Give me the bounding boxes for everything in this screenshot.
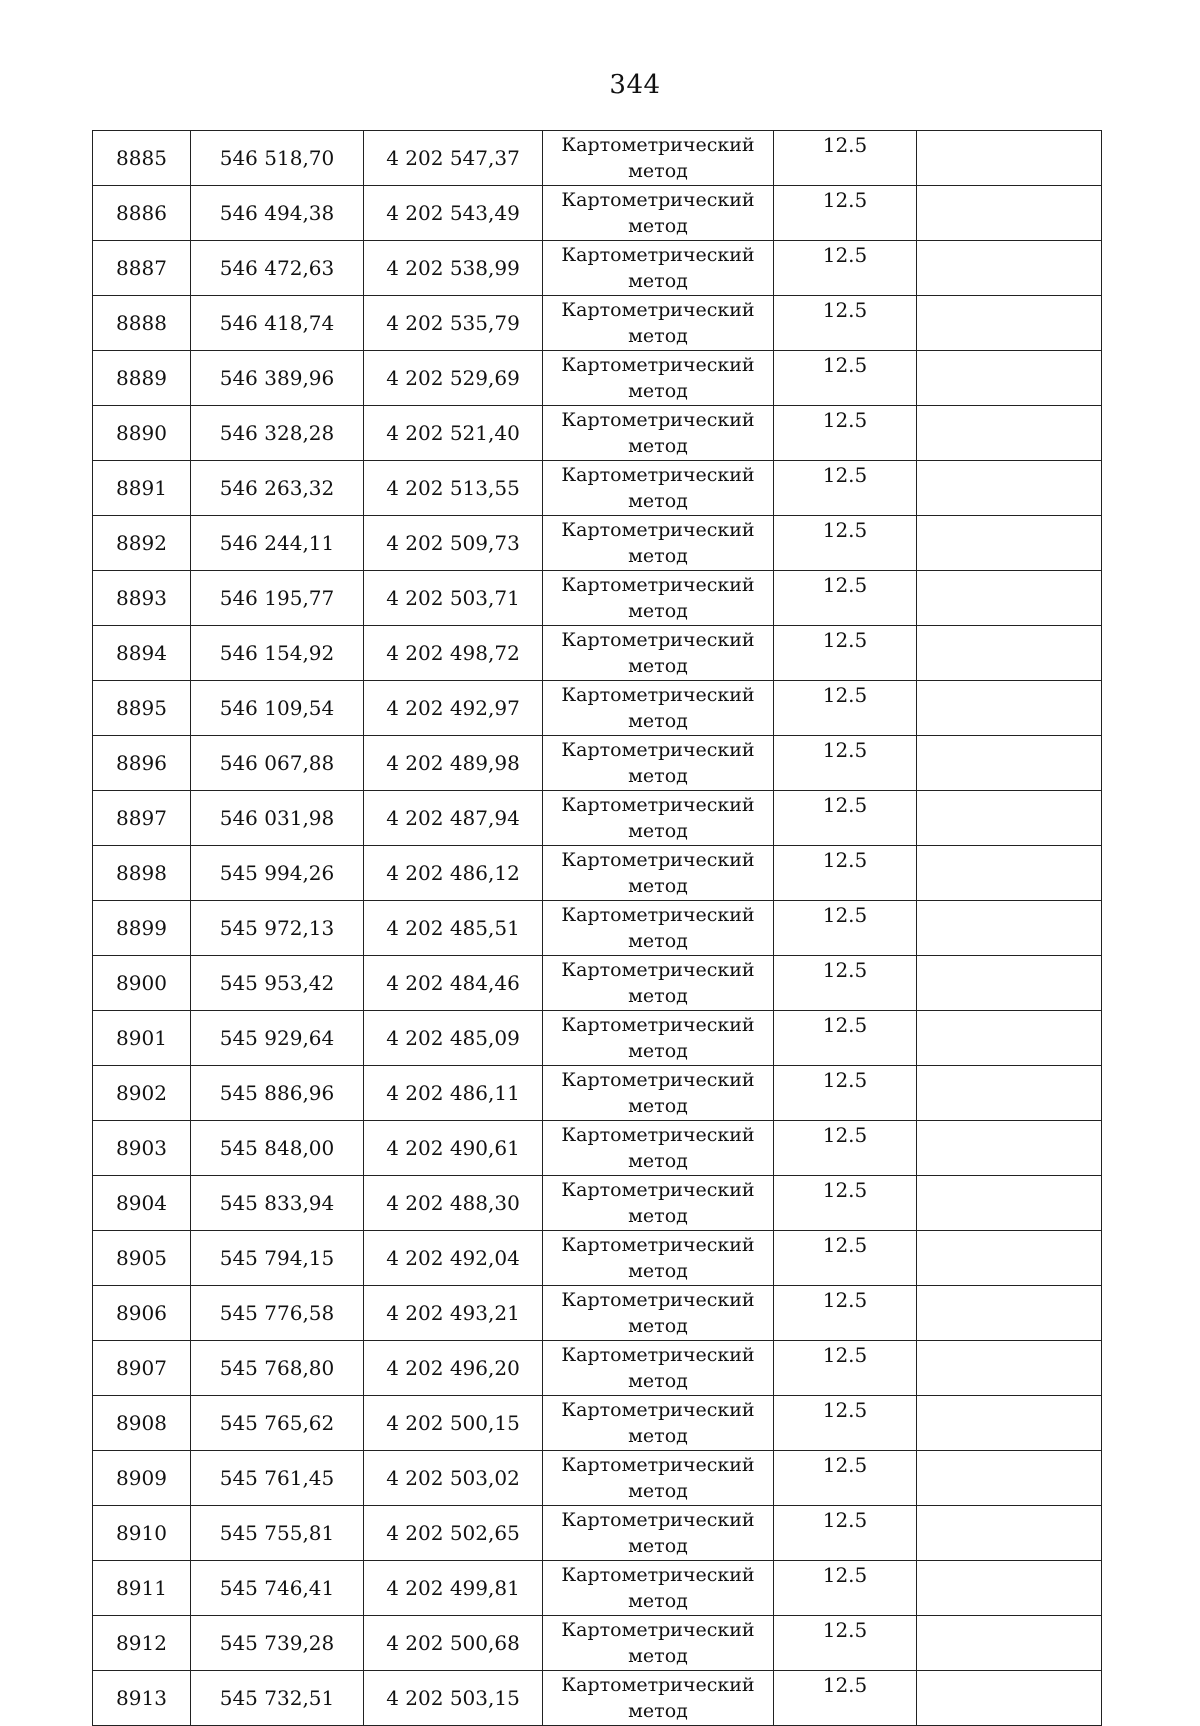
method-cell (543, 296, 774, 351)
accuracy-cell: 12.5 (774, 1066, 917, 1121)
note-cell (917, 1011, 1102, 1066)
note-cell (917, 1286, 1102, 1341)
table-row (93, 1396, 1102, 1451)
y-coordinate-cell: 4 202 547,37 (364, 131, 543, 186)
y-coordinate-cell: 4 202 503,15 (364, 1671, 543, 1726)
accuracy-cell: 12.5 (774, 1616, 917, 1671)
y-coordinate-cell: 4 202 492,04 (364, 1231, 543, 1286)
table-row (93, 1341, 1102, 1396)
accuracy-cell: 12.5 (774, 626, 917, 681)
note-cell (917, 1506, 1102, 1561)
x-coordinate-cell: 545 776,58 (191, 1286, 364, 1341)
note-cell (917, 1396, 1102, 1451)
method-cell (543, 1561, 774, 1616)
method-line-2: метод (628, 1095, 688, 1117)
method-line-2: метод (628, 1150, 688, 1172)
method-line-2: метод (628, 765, 688, 787)
table-row (93, 791, 1102, 846)
page-number: 344 (609, 70, 661, 100)
y-coordinate-cell: 4 202 490,61 (364, 1121, 543, 1176)
method-line-1: Картометрический (561, 1069, 755, 1091)
accuracy-cell: 12.5 (774, 186, 917, 241)
x-coordinate-cell: 545 746,41 (191, 1561, 364, 1616)
point-number-cell: 8905 (93, 1231, 191, 1286)
y-coordinate-cell: 4 202 485,09 (364, 1011, 543, 1066)
accuracy-cell: 12.5 (774, 1286, 917, 1341)
y-coordinate-cell: 4 202 538,99 (364, 241, 543, 296)
x-coordinate-cell: 545 768,80 (191, 1341, 364, 1396)
method-line-2: метод (628, 490, 688, 512)
note-cell (917, 131, 1102, 186)
note-cell (917, 956, 1102, 1011)
note-cell (917, 1176, 1102, 1231)
method-line-1: Картометрический (561, 1674, 755, 1696)
table-row (93, 461, 1102, 516)
method-line-2: метод (628, 270, 688, 292)
method-cell (543, 1011, 774, 1066)
table-row (93, 736, 1102, 791)
table-row (93, 571, 1102, 626)
y-coordinate-cell: 4 202 493,21 (364, 1286, 543, 1341)
point-number-cell: 8903 (93, 1121, 191, 1176)
method-cell (543, 1451, 774, 1506)
method-cell (543, 956, 774, 1011)
method-line-2: метод (628, 380, 688, 402)
table-row (93, 1176, 1102, 1231)
y-coordinate-cell: 4 202 499,81 (364, 1561, 543, 1616)
method-line-1: Картометрический (561, 629, 755, 651)
method-cell (543, 681, 774, 736)
point-number-cell: 8910 (93, 1506, 191, 1561)
method-cell (543, 131, 774, 186)
table-row (93, 1231, 1102, 1286)
coordinates-table (92, 130, 1102, 1726)
accuracy-cell: 12.5 (774, 131, 917, 186)
point-number-cell: 8907 (93, 1341, 191, 1396)
note-cell (917, 846, 1102, 901)
method-line-2: метод (628, 1700, 688, 1722)
table-row (93, 1561, 1102, 1616)
method-line-2: метод (628, 1370, 688, 1392)
method-line-1: Картометрический (561, 1454, 755, 1476)
x-coordinate-cell: 545 953,42 (191, 956, 364, 1011)
method-cell (543, 1396, 774, 1451)
y-coordinate-cell: 4 202 521,40 (364, 406, 543, 461)
y-coordinate-cell: 4 202 486,12 (364, 846, 543, 901)
x-coordinate-cell: 545 886,96 (191, 1066, 364, 1121)
method-line-1: Картометрический (561, 409, 755, 431)
y-coordinate-cell: 4 202 488,30 (364, 1176, 543, 1231)
method-cell (543, 1231, 774, 1286)
accuracy-cell: 12.5 (774, 681, 917, 736)
point-number-cell: 8895 (93, 681, 191, 736)
y-coordinate-cell: 4 202 486,11 (364, 1066, 543, 1121)
point-number-cell: 8909 (93, 1451, 191, 1506)
y-coordinate-cell: 4 202 543,49 (364, 186, 543, 241)
method-line-1: Картометрический (561, 1014, 755, 1036)
method-line-2: метод (628, 160, 688, 182)
x-coordinate-cell: 545 761,45 (191, 1451, 364, 1506)
x-coordinate-cell: 546 263,32 (191, 461, 364, 516)
method-line-1: Картометрический (561, 464, 755, 486)
point-number-cell: 8894 (93, 626, 191, 681)
note-cell (917, 1616, 1102, 1671)
method-line-2: метод (628, 1535, 688, 1557)
note-cell (917, 351, 1102, 406)
note-cell (917, 1066, 1102, 1121)
table-row (93, 1506, 1102, 1561)
accuracy-cell: 12.5 (774, 351, 917, 406)
x-coordinate-cell: 546 109,54 (191, 681, 364, 736)
method-line-1: Картометрический (561, 849, 755, 871)
method-cell (543, 406, 774, 461)
note-cell (917, 901, 1102, 956)
point-number-cell: 8911 (93, 1561, 191, 1616)
method-line-1: Картометрический (561, 959, 755, 981)
x-coordinate-cell: 546 494,38 (191, 186, 364, 241)
method-line-1: Картометрический (561, 354, 755, 376)
table-row (93, 241, 1102, 296)
method-line-1: Картометрический (561, 1124, 755, 1146)
method-line-2: метод (628, 1260, 688, 1282)
x-coordinate-cell: 546 244,11 (191, 516, 364, 571)
note-cell (917, 791, 1102, 846)
point-number-cell: 8886 (93, 186, 191, 241)
y-coordinate-cell: 4 202 509,73 (364, 516, 543, 571)
point-number-cell: 8890 (93, 406, 191, 461)
y-coordinate-cell: 4 202 500,68 (364, 1616, 543, 1671)
note-cell (917, 1341, 1102, 1396)
coordinates-table-body (93, 131, 1102, 1726)
x-coordinate-cell: 545 794,15 (191, 1231, 364, 1286)
point-number-cell: 8887 (93, 241, 191, 296)
table-row (93, 1286, 1102, 1341)
accuracy-cell: 12.5 (774, 791, 917, 846)
accuracy-cell: 12.5 (774, 956, 917, 1011)
accuracy-cell: 12.5 (774, 736, 917, 791)
method-cell (543, 186, 774, 241)
method-cell (543, 1341, 774, 1396)
accuracy-cell: 12.5 (774, 461, 917, 516)
accuracy-cell: 12.5 (774, 406, 917, 461)
accuracy-cell: 12.5 (774, 516, 917, 571)
method-line-2: метод (628, 1480, 688, 1502)
accuracy-cell: 12.5 (774, 571, 917, 626)
accuracy-cell: 12.5 (774, 1396, 917, 1451)
point-number-cell: 8891 (93, 461, 191, 516)
method-cell (543, 626, 774, 681)
y-coordinate-cell: 4 202 503,02 (364, 1451, 543, 1506)
y-coordinate-cell: 4 202 503,71 (364, 571, 543, 626)
accuracy-cell: 12.5 (774, 241, 917, 296)
method-cell (543, 1121, 774, 1176)
method-line-1: Картометрический (561, 1399, 755, 1421)
table-row (93, 186, 1102, 241)
table-row (93, 956, 1102, 1011)
method-cell (543, 1671, 774, 1726)
point-number-cell: 8892 (93, 516, 191, 571)
point-number-cell: 8889 (93, 351, 191, 406)
table-row (93, 131, 1102, 186)
accuracy-cell: 12.5 (774, 1341, 917, 1396)
note-cell (917, 1451, 1102, 1506)
table-row (93, 516, 1102, 571)
method-cell (543, 1066, 774, 1121)
point-number-cell: 8912 (93, 1616, 191, 1671)
table-row (93, 351, 1102, 406)
method-line-2: метод (628, 545, 688, 567)
y-coordinate-cell: 4 202 500,15 (364, 1396, 543, 1451)
note-cell (917, 406, 1102, 461)
y-coordinate-cell: 4 202 485,51 (364, 901, 543, 956)
method-cell (543, 901, 774, 956)
note-cell (917, 626, 1102, 681)
x-coordinate-cell: 545 994,26 (191, 846, 364, 901)
point-number-cell: 8896 (93, 736, 191, 791)
note-cell (917, 1121, 1102, 1176)
method-cell (543, 351, 774, 406)
method-line-2: метод (628, 1315, 688, 1337)
method-line-2: метод (628, 710, 688, 732)
method-cell (543, 461, 774, 516)
accuracy-cell: 12.5 (774, 846, 917, 901)
x-coordinate-cell: 545 848,00 (191, 1121, 364, 1176)
y-coordinate-cell: 4 202 498,72 (364, 626, 543, 681)
method-line-1: Картометрический (561, 1179, 755, 1201)
accuracy-cell: 12.5 (774, 901, 917, 956)
method-line-2: метод (628, 325, 688, 347)
x-coordinate-cell: 546 154,92 (191, 626, 364, 681)
method-cell (543, 1176, 774, 1231)
accuracy-cell: 12.5 (774, 1561, 917, 1616)
table-row (93, 1011, 1102, 1066)
table-row (93, 1671, 1102, 1726)
method-line-2: метод (628, 655, 688, 677)
method-line-2: метод (628, 930, 688, 952)
point-number-cell: 8906 (93, 1286, 191, 1341)
y-coordinate-cell: 4 202 513,55 (364, 461, 543, 516)
method-line-2: метод (628, 820, 688, 842)
x-coordinate-cell: 545 732,51 (191, 1671, 364, 1726)
method-line-1: Картометрический (561, 189, 755, 211)
note-cell (917, 241, 1102, 296)
table-row (93, 681, 1102, 736)
method-line-1: Картометрический (561, 1289, 755, 1311)
table-row (93, 406, 1102, 461)
x-coordinate-cell: 546 195,77 (191, 571, 364, 626)
method-line-1: Картометрический (561, 1564, 755, 1586)
table-row (93, 1066, 1102, 1121)
x-coordinate-cell: 545 833,94 (191, 1176, 364, 1231)
point-number-cell: 8898 (93, 846, 191, 901)
point-number-cell: 8902 (93, 1066, 191, 1121)
y-coordinate-cell: 4 202 492,97 (364, 681, 543, 736)
method-cell (543, 846, 774, 901)
note-cell (917, 296, 1102, 351)
y-coordinate-cell: 4 202 529,69 (364, 351, 543, 406)
note-cell (917, 461, 1102, 516)
method-line-2: метод (628, 1425, 688, 1447)
table-row (93, 626, 1102, 681)
y-coordinate-cell: 4 202 484,46 (364, 956, 543, 1011)
x-coordinate-cell: 546 389,96 (191, 351, 364, 406)
note-cell (917, 681, 1102, 736)
accuracy-cell: 12.5 (774, 1231, 917, 1286)
method-line-1: Картометрический (561, 574, 755, 596)
method-line-1: Картометрический (561, 134, 755, 156)
point-number-cell: 8899 (93, 901, 191, 956)
x-coordinate-cell: 546 418,74 (191, 296, 364, 351)
method-cell (543, 1286, 774, 1341)
method-cell (543, 1616, 774, 1671)
accuracy-cell: 12.5 (774, 1011, 917, 1066)
method-cell (543, 241, 774, 296)
method-line-1: Картометрический (561, 1509, 755, 1531)
x-coordinate-cell: 545 929,64 (191, 1011, 364, 1066)
x-coordinate-cell: 545 755,81 (191, 1506, 364, 1561)
method-line-2: метод (628, 1645, 688, 1667)
accuracy-cell: 12.5 (774, 1671, 917, 1726)
x-coordinate-cell: 546 518,70 (191, 131, 364, 186)
note-cell (917, 736, 1102, 791)
table-row (93, 846, 1102, 901)
method-cell (543, 736, 774, 791)
accuracy-cell: 12.5 (774, 1451, 917, 1506)
y-coordinate-cell: 4 202 496,20 (364, 1341, 543, 1396)
method-line-1: Картометрический (561, 1619, 755, 1641)
method-line-1: Картометрический (561, 794, 755, 816)
x-coordinate-cell: 545 739,28 (191, 1616, 364, 1671)
method-line-1: Картометрический (561, 904, 755, 926)
accuracy-cell: 12.5 (774, 1176, 917, 1231)
method-cell (543, 571, 774, 626)
point-number-cell: 8897 (93, 791, 191, 846)
method-line-2: метод (628, 1205, 688, 1227)
method-cell (543, 791, 774, 846)
method-line-2: метод (628, 435, 688, 457)
x-coordinate-cell: 546 328,28 (191, 406, 364, 461)
table-row (93, 1451, 1102, 1506)
method-line-1: Картометрический (561, 1344, 755, 1366)
x-coordinate-cell: 545 972,13 (191, 901, 364, 956)
method-line-2: метод (628, 985, 688, 1007)
note-cell (917, 1671, 1102, 1726)
method-line-1: Картометрический (561, 299, 755, 321)
point-number-cell: 8901 (93, 1011, 191, 1066)
y-coordinate-cell: 4 202 489,98 (364, 736, 543, 791)
x-coordinate-cell: 545 765,62 (191, 1396, 364, 1451)
accuracy-cell: 12.5 (774, 1121, 917, 1176)
method-line-1: Картометрический (561, 739, 755, 761)
table-row (93, 1616, 1102, 1671)
table-row (93, 901, 1102, 956)
method-cell (543, 516, 774, 571)
note-cell (917, 1561, 1102, 1616)
method-line-2: метод (628, 875, 688, 897)
point-number-cell: 8893 (93, 571, 191, 626)
x-coordinate-cell: 546 067,88 (191, 736, 364, 791)
note-cell (917, 516, 1102, 571)
method-line-2: метод (628, 1040, 688, 1062)
accuracy-cell: 12.5 (774, 1506, 917, 1561)
point-number-cell: 8885 (93, 131, 191, 186)
method-line-1: Картометрический (561, 519, 755, 541)
x-coordinate-cell: 546 472,63 (191, 241, 364, 296)
point-number-cell: 8888 (93, 296, 191, 351)
method-line-1: Картометрический (561, 244, 755, 266)
note-cell (917, 571, 1102, 626)
point-number-cell: 8913 (93, 1671, 191, 1726)
method-line-1: Картометрический (561, 684, 755, 706)
method-line-2: метод (628, 1590, 688, 1612)
method-line-1: Картометрический (561, 1234, 755, 1256)
table-row (93, 1121, 1102, 1176)
note-cell (917, 186, 1102, 241)
y-coordinate-cell: 4 202 535,79 (364, 296, 543, 351)
method-line-2: метод (628, 600, 688, 622)
x-coordinate-cell: 546 031,98 (191, 791, 364, 846)
y-coordinate-cell: 4 202 502,65 (364, 1506, 543, 1561)
y-coordinate-cell: 4 202 487,94 (364, 791, 543, 846)
point-number-cell: 8900 (93, 956, 191, 1011)
method-line-2: метод (628, 215, 688, 237)
accuracy-cell: 12.5 (774, 296, 917, 351)
point-number-cell: 8904 (93, 1176, 191, 1231)
point-number-cell: 8908 (93, 1396, 191, 1451)
method-cell (543, 1506, 774, 1561)
note-cell (917, 1231, 1102, 1286)
table-row (93, 296, 1102, 351)
